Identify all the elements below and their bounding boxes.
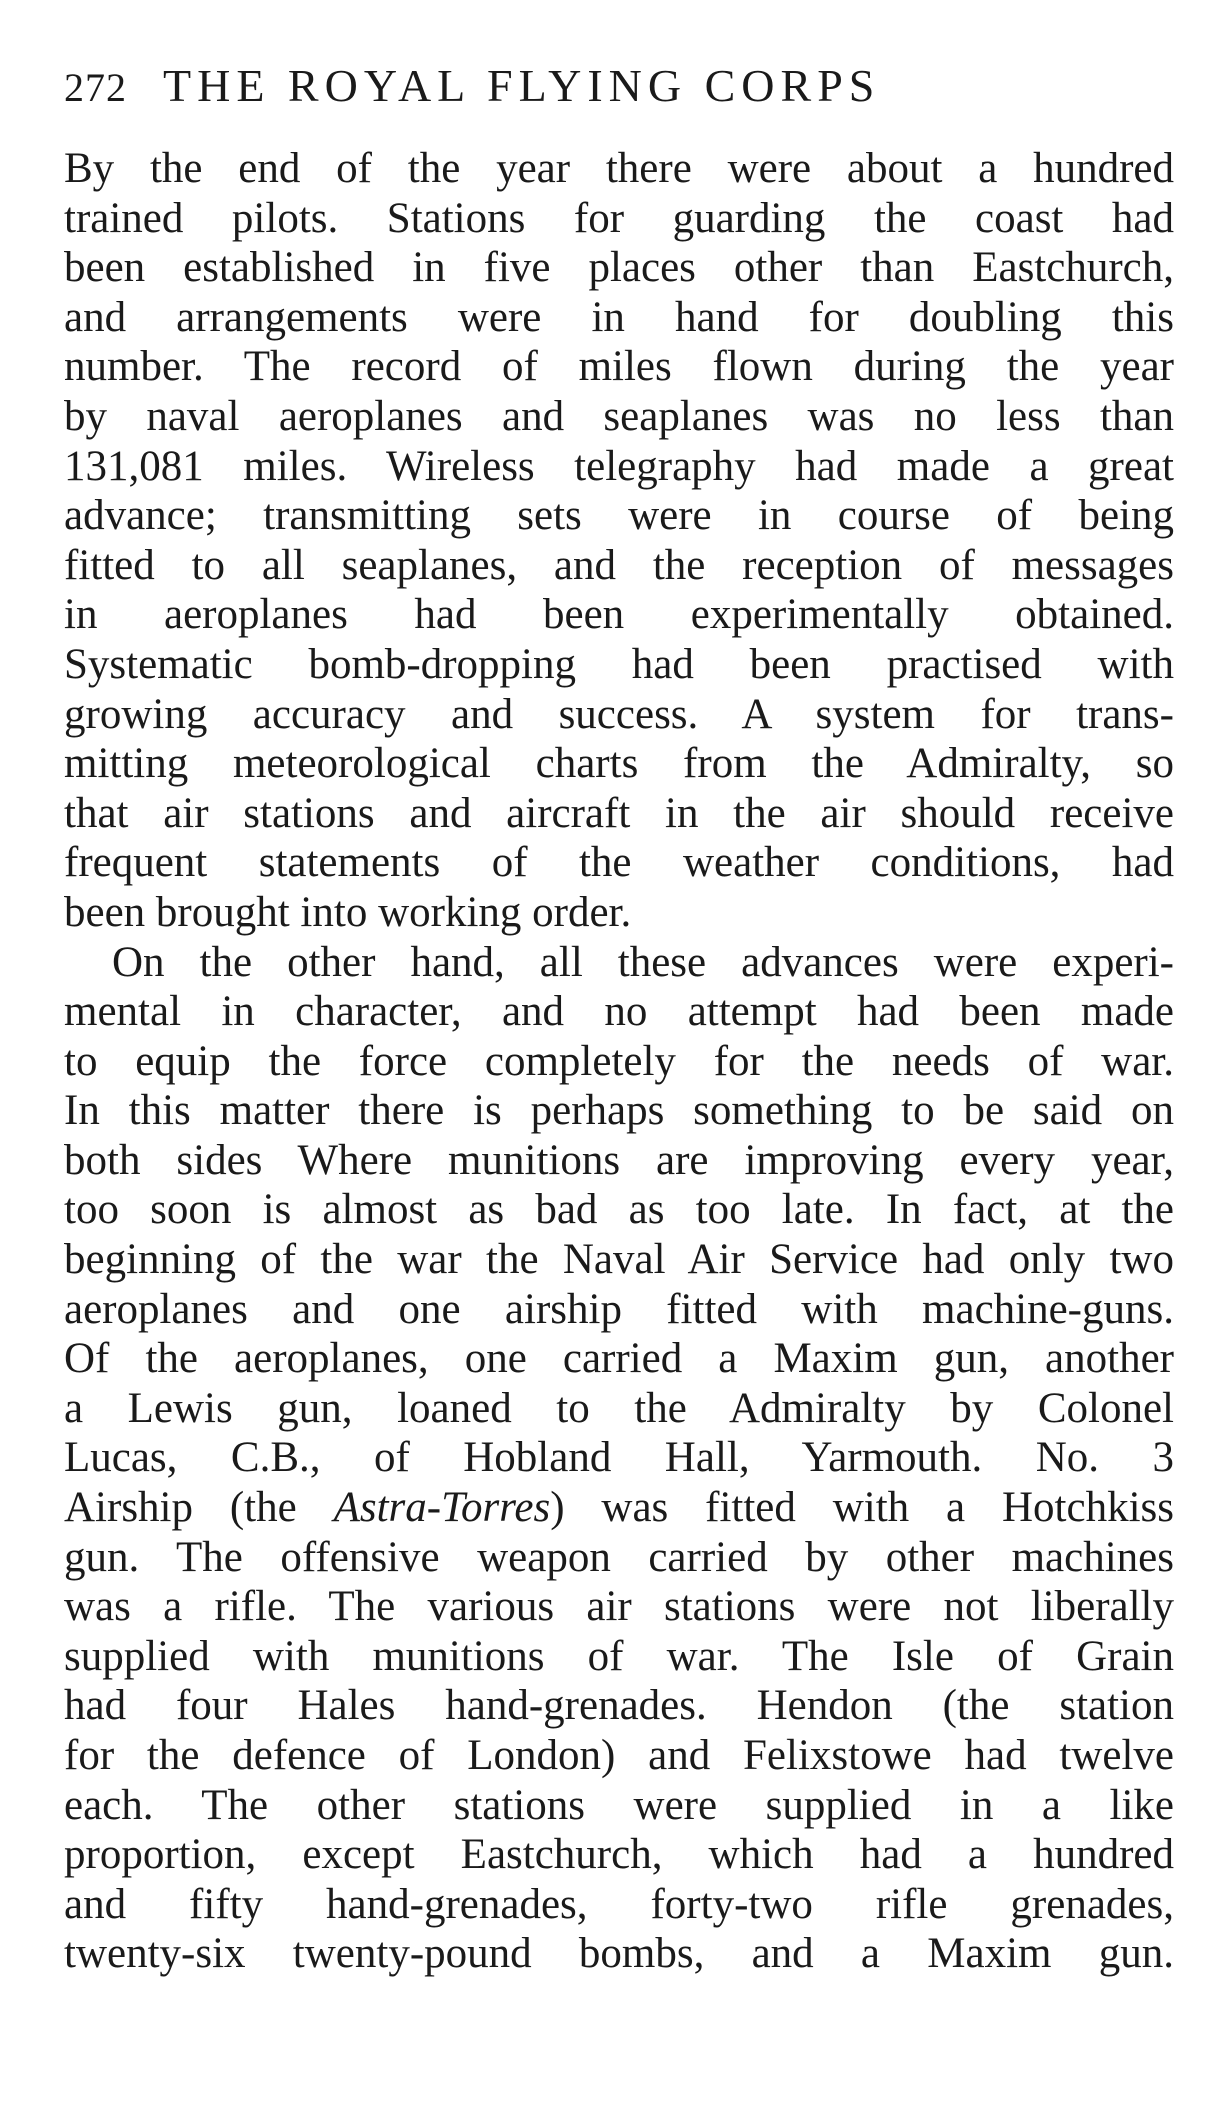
text-line: growing accuracy and success. A system for trans- [64,690,1174,738]
text-line: proportion, except Eastchurch, which had a hundred [64,1831,1174,1879]
text-line: by naval aeroplanes and seaplanes was no less than [64,392,1174,440]
text-line: advance; transmitting sets were in course of being [64,492,1174,540]
text-line: Of the aeroplanes, one carried a Maxim gun, another [64,1335,1174,1383]
book-page [64,56,1174,1979]
text-line: In this matter there is perhaps something to be said on [64,1087,1174,1135]
text-line: and arrangements were in hand for doubling this [64,293,1174,341]
page-number: 272 [64,65,127,110]
paragraph-1 [64,144,1174,938]
running-title: THE ROYAL FLYING CORPS [163,60,881,111]
text-line: been established in five places other than Eastchurch, [64,244,1174,292]
text-line: frequent statements of the weather conditions, had [64,839,1174,887]
text-line: Systematic bomb-dropping had been practised with [64,640,1174,688]
text-line: twenty-six twenty-pound bombs, and a Maxim gun. [64,1930,1174,1978]
text-line: both sides Where munitions are improving every year, [64,1136,1174,1184]
text-line: mitting meteorological charts from the Admiralty, so [64,740,1174,788]
text-line: for the defence of London) and Felixstowe had twelve [64,1732,1174,1779]
paragraph-2 [64,938,1174,1979]
text-line: too soon is almost as bad as too late. In fact, at the [64,1186,1174,1234]
text-line: that air stations and aircraft in the air should receive [64,789,1174,837]
text-line: By the end of the year there were about a hundred [64,145,1174,192]
text-line: Lucas, C.B., of Hobland Hall, Yarmouth. No. 3 [64,1434,1174,1482]
body-text [64,144,1174,1979]
text-line-with-italic [64,1483,1174,1533]
text-line: a Lewis gun, loaned to the Admiralty by Colonel [64,1384,1174,1432]
text-line: fitted to all seaplanes, and the reception of messages [64,541,1174,589]
text-line: On the other hand, all these advances were experi- [112,938,1174,986]
text-line: beginning of the war the Naval Air Service had only two [64,1236,1174,1284]
text-line: in aeroplanes had been experimentally obtained. [64,591,1174,639]
text-line: mental in character, and no attempt had been made [64,988,1174,1036]
text-line: gun. The offensive weapon carried by other machines [64,1533,1174,1581]
text-line: and fifty hand-grenades, forty-two rifle grenades, [64,1880,1174,1928]
text-line: trained pilots. Stations for guarding the coast had [64,194,1174,242]
text-line: 131,081 miles. Wireless telegraphy had made a great [64,442,1174,490]
text-line: was a rifle. The various air stations were not liberally [64,1583,1174,1631]
text-line: each. The other stations were supplied in a like [64,1781,1174,1829]
text-fragment: ) was fitted with a Hotchkiss [550,1484,1174,1532]
running-head [64,56,1174,144]
text-line: number. The record of miles flown during the year [64,343,1174,391]
text-line: been brought into working order. [64,888,632,936]
text-line: aeroplanes and one airship fitted with machine-guns. [64,1285,1174,1333]
text-line: supplied with munitions of war. The Isle of Grain [64,1632,1174,1680]
text-line: had four Hales hand-grenades. Hendon (the station [64,1682,1174,1730]
airship-name: Astra-Torres [333,1484,551,1532]
text-fragment: Airship (the [64,1484,334,1532]
text-line: to equip the force completely for the needs of war. [64,1037,1174,1085]
